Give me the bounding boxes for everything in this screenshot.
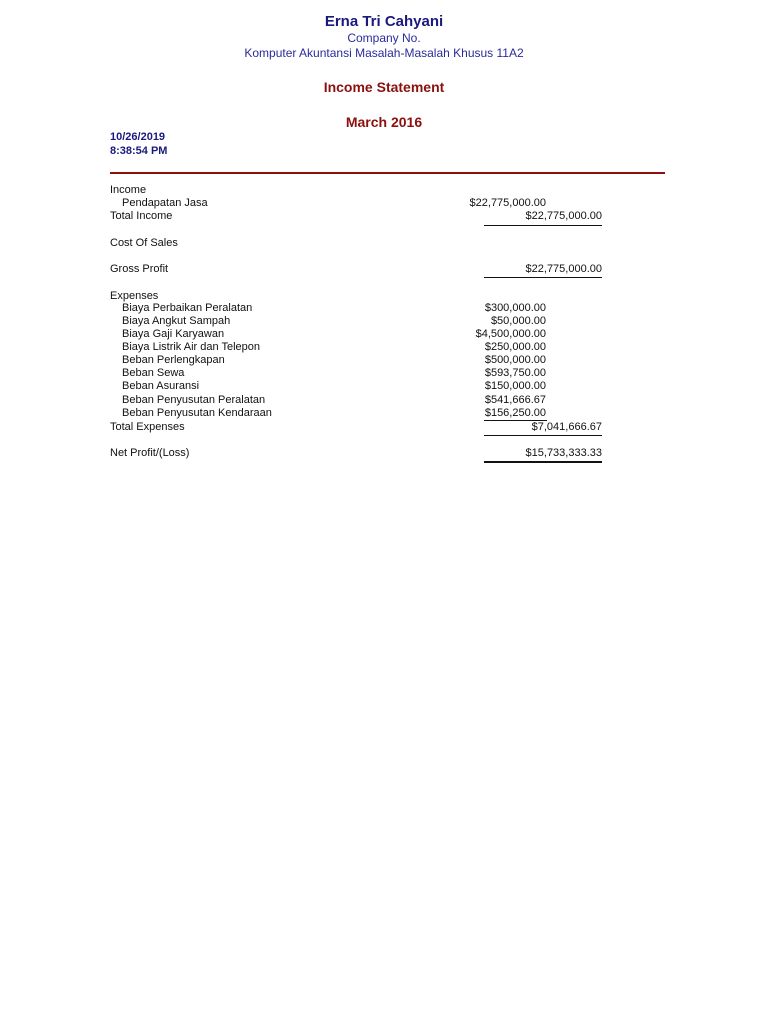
net-profit-label: Net Profit/(Loss) <box>110 447 190 459</box>
header-divider <box>110 172 665 174</box>
gross-profit-amount: $22,775,000.00 <box>525 263 602 275</box>
total-expenses-label: Total Expenses <box>110 421 185 433</box>
income-section-label: Income <box>110 184 147 196</box>
company-subtitle: Komputer Akuntansi Masalah-Masalah Khusus 11A2 <box>244 46 524 60</box>
gross-profit-label: Gross Profit <box>110 263 169 275</box>
company-name: Erna Tri Cahyani <box>324 13 444 30</box>
total-income-amount: $22,775,000.00 <box>525 210 602 222</box>
expense-item-amount: $593,750.00 <box>484 367 546 379</box>
expense-item-label: Beban Asuransi <box>122 380 200 392</box>
expenses-section-label: Expenses <box>110 290 159 302</box>
print-time: 8:38:54 PM <box>110 145 168 157</box>
income-item-amount: $22,775,000.00 <box>469 197 546 209</box>
total-expenses-underline <box>484 435 602 436</box>
net-profit-double-underline <box>484 461 602 463</box>
expense-item-label: Biaya Perbaikan Peralatan <box>122 302 253 314</box>
report-period: March 2016 <box>345 114 423 130</box>
expense-item-amount: $250,000.00 <box>484 341 546 353</box>
expense-item-label: Biaya Angkut Sampah <box>122 315 231 327</box>
expense-item-label: Biaya Listrik Air dan Telepon <box>122 341 260 353</box>
income-item-label: Pendapatan Jasa <box>122 197 208 209</box>
expense-item-label: Beban Perlengkapan <box>122 354 225 366</box>
expense-item-amount: $500,000.00 <box>484 354 546 366</box>
total-income-underline <box>484 225 602 226</box>
net-profit-amount: $15,733,333.33 <box>525 447 602 459</box>
expense-item-label: Beban Penyusutan Peralatan <box>122 394 266 406</box>
expense-item-amount: $300,000.00 <box>484 302 546 314</box>
expense-item-label: Biaya Gaji Karyawan <box>122 328 225 340</box>
expense-item-amount: $541,666.67 <box>484 394 546 406</box>
expense-item-label: Beban Penyusutan Kendaraan <box>122 407 272 419</box>
gross-profit-underline <box>484 277 602 278</box>
total-expenses-amount: $7,041,666.67 <box>531 421 602 433</box>
print-date: 10/26/2019 <box>110 131 166 143</box>
expense-item-amount: $156,250.00 <box>484 407 546 419</box>
total-income-label: Total Income <box>110 210 173 222</box>
cost-of-sales-label: Cost Of Sales <box>110 237 178 249</box>
expense-item-label: Beban Sewa <box>122 367 185 379</box>
company-number: Company No. <box>347 31 421 45</box>
expense-item-amount: $4,500,000.00 <box>475 328 546 340</box>
expense-item-amount: $50,000.00 <box>490 315 546 327</box>
expense-item-amount: $150,000.00 <box>484 380 546 392</box>
report-title: Income Statement <box>323 79 445 95</box>
